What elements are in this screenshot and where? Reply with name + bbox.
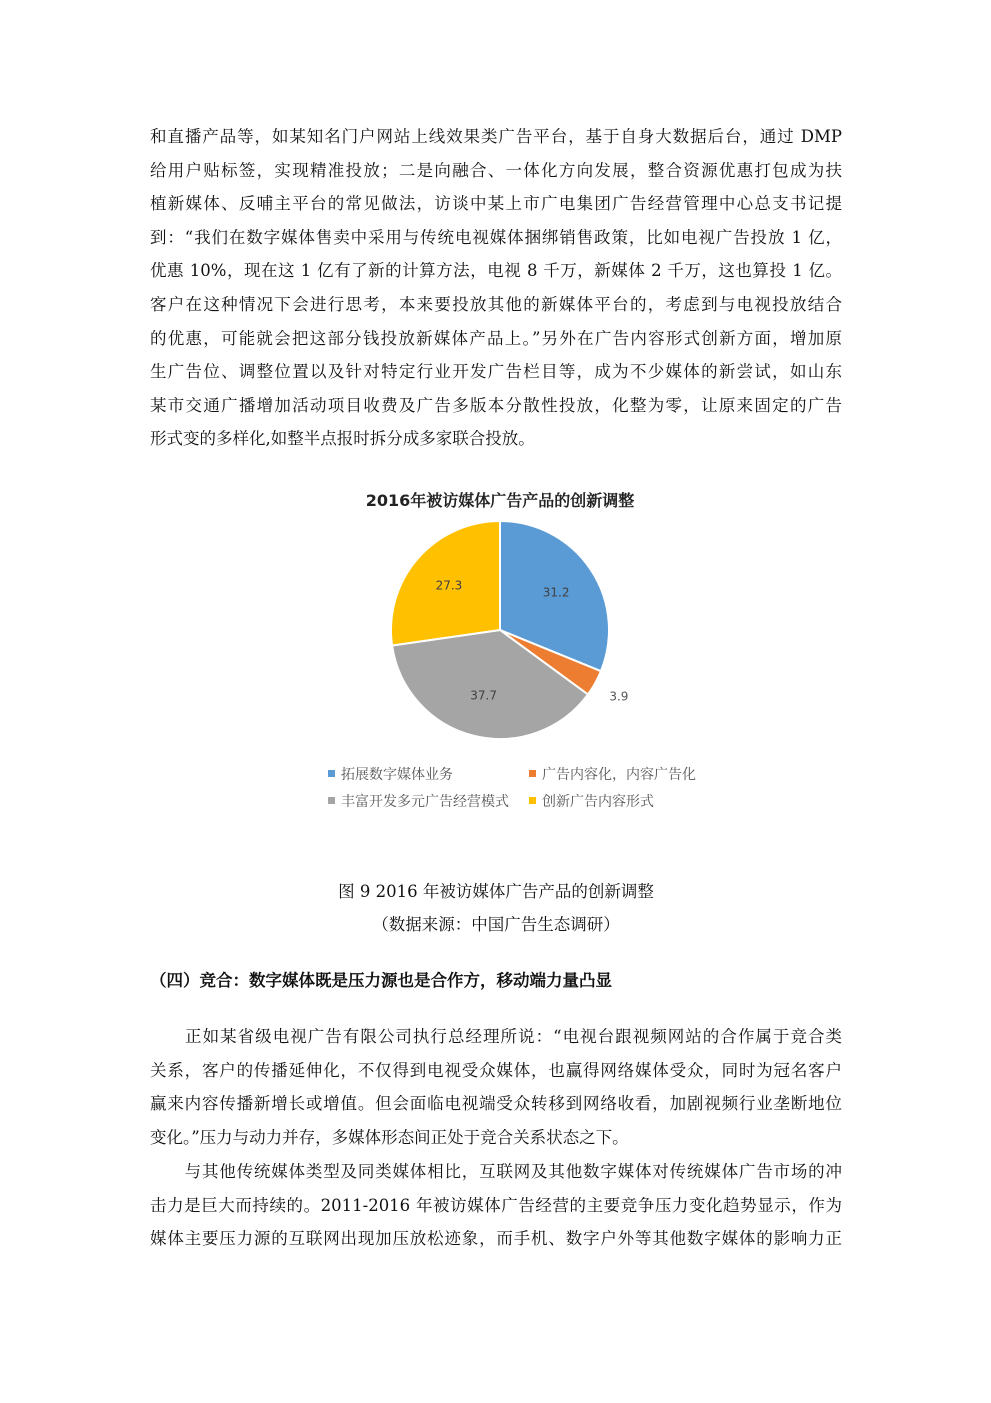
text-line: 变化。”压力与动力并存，多媒体形态间正处于竞合关系状态之下。 <box>150 1127 629 1147</box>
text-line: 赢来内容传播新增长或增值。但会面临电视端受众转移到网络收看，加剧视频行业垄断地位 <box>150 1094 842 1114</box>
text-line: 与其他传统媒体类型及同类媒体相比，互联网及其他数字媒体对传统媒体广告市场的冲 <box>150 1162 842 1181</box>
legend-item <box>529 764 696 784</box>
legend-item <box>328 764 453 784</box>
text-line: 生广告位、调整位置以及针对特定行业开发广告栏目等，成为不少媒体的新尝试，如山东 <box>150 362 842 382</box>
legend-label: 丰富开发多元广告经营模式 <box>341 794 509 810</box>
data-label: 27.3 <box>435 578 463 593</box>
legend-item <box>529 791 654 811</box>
chart-title: 2016年被访媒体广告产品的创新调整 <box>365 491 635 510</box>
text-line: 关系，客户的传播延伸化，不仅得到电视受众媒体，也赢得网络媒体受众，同时为冠名客户 <box>150 1060 842 1080</box>
body-paragraph-1 <box>150 120 842 456</box>
pie-chart <box>300 480 720 820</box>
legend-label: 拓展数字媒体业务 <box>341 767 453 783</box>
figure-source: （数据来源：中国广告生态调研） <box>372 915 620 934</box>
section-heading: （四）竞合：数字媒体既是压力源也是合作方，移动端力量凸显 <box>150 971 612 990</box>
data-label: 3.9 <box>609 689 629 704</box>
legend-item <box>328 791 509 811</box>
body-paragraph-3 <box>150 1155 842 1256</box>
text-line: 给用户贴标签，实现精准投放；二是向融合、一体化方向发展，整合资源优惠打包成为扶 <box>150 160 842 180</box>
text-line: 的优惠，可能就会把这部分钱投放新媒体产品上。”另外在广告内容形式创新方面，增加原 <box>150 328 842 348</box>
legend-swatch <box>328 797 335 804</box>
text-line: 优惠 10%，现在这 1 亿有了新的计算方法，电视 8 千万，新媒体 2 千万，这也算投 1 亿。 <box>150 261 842 281</box>
legend-swatch <box>529 770 536 777</box>
text-line: 正如某省级电视广告有限公司执行总经理所说：“电视台跟视频网站的合作属于竞合类 <box>150 1027 842 1046</box>
legend-label: 广告内容化，内容广告化 <box>542 767 696 783</box>
legend-swatch <box>529 797 536 804</box>
text-line: 植新媒体、反哺主平台的常见做法，访谈中某上市广电集团广告经营管理中心总支书记提 <box>150 194 842 214</box>
figure-caption: 图 9 2016 年被访媒体广告产品的创新调整 <box>338 882 654 901</box>
text-line: 客户在这种情况下会进行思考，本来要投放其他的新媒体平台的，考虑到与电视投放结合 <box>150 294 842 314</box>
legend-label: 创新广告内容形式 <box>542 794 654 810</box>
text-line: 形式变的多样化,如整半点报时拆分成多家联合投放。 <box>150 429 535 449</box>
body-paragraph-2 <box>150 1020 842 1154</box>
legend-swatch <box>328 770 335 777</box>
pie-chart-svg <box>300 480 720 760</box>
text-line: 和直播产品等，如某知名门户网站上线效果类广告平台，基于自身大数据后台，通过 DMP <box>150 127 842 146</box>
text-line: 击力是巨大而持续的。2011-2016 年被访媒体广告经营的主要竞争压力变化趋势显示，作为 <box>150 1195 842 1215</box>
text-line: 到：“我们在数字媒体售卖中采用与传统电视媒体捆绑销售政策，比如电视广告投放 1 亿， <box>150 227 842 247</box>
text-line: 媒体主要压力源的互联网出现加压放松迹象，而手机、数字户外等其他数字媒体的影响力正 <box>150 1229 842 1249</box>
data-label: 31.2 <box>542 585 570 600</box>
data-label: 37.7 <box>470 688 497 703</box>
text-line: 某市交通广播增加活动项目收费及广告多版本分散性投放，化整为零，让原来固定的广告 <box>150 395 842 415</box>
